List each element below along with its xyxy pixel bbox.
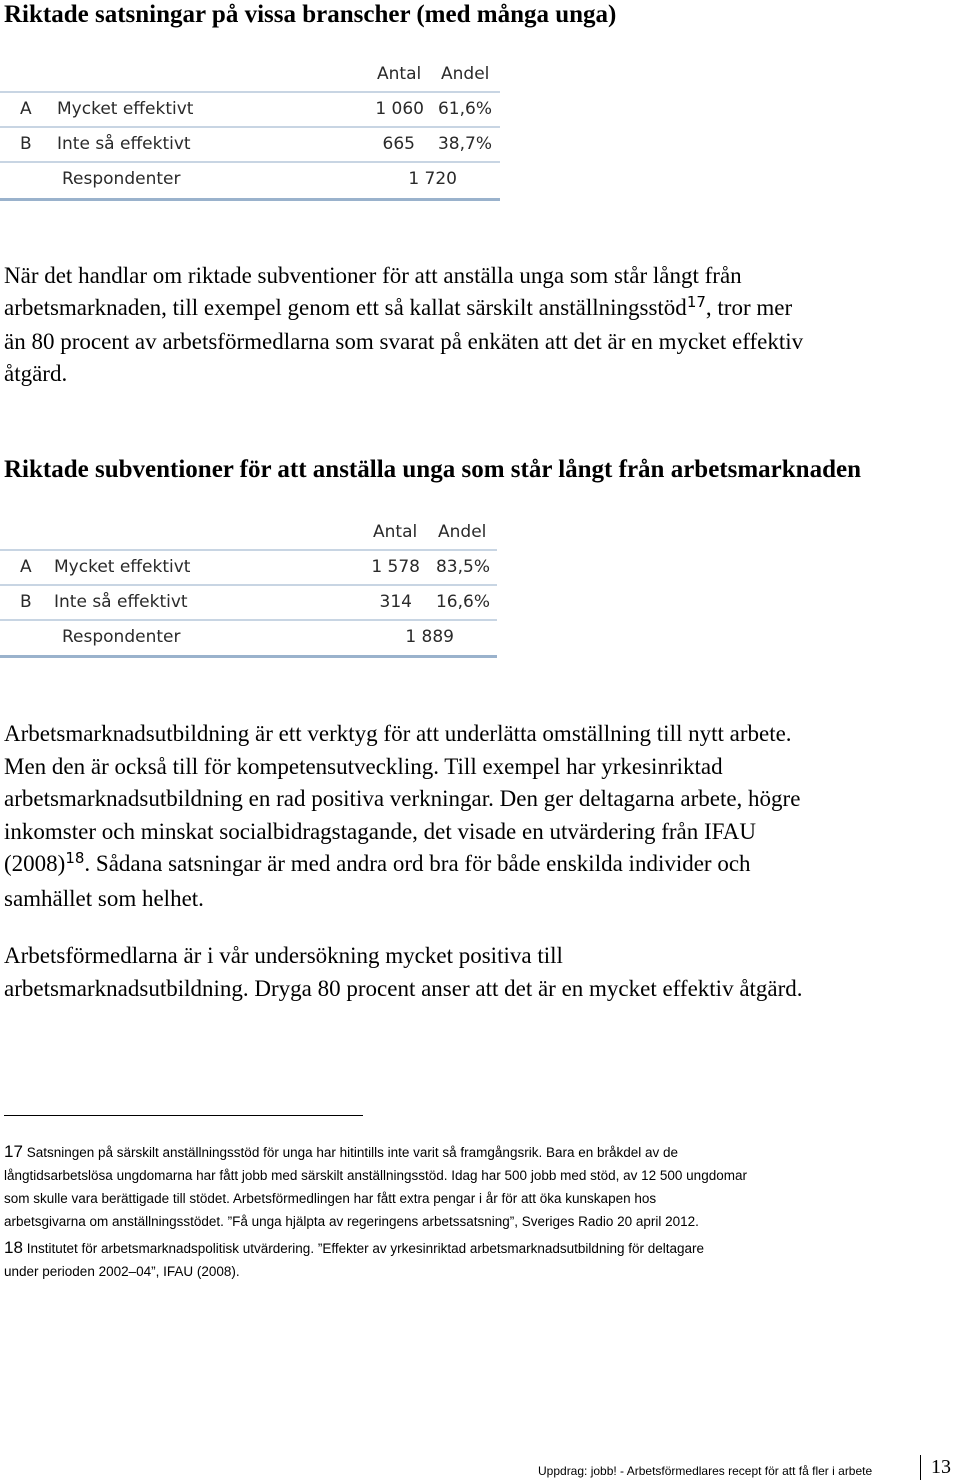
total-value: 1 889 <box>405 627 454 647</box>
total-label: Respondenter <box>62 169 181 189</box>
footnote-separator <box>4 1115 363 1116</box>
text-line: åtgärd. <box>4 361 68 386</box>
text-span: , tror mer <box>705 295 793 320</box>
table-total-row <box>0 162 500 196</box>
text-line: samhället som helhet. <box>4 885 204 911</box>
row-antal: 1 578 <box>371 557 420 577</box>
text-line <box>4 292 803 326</box>
table-bottom-rule <box>0 198 500 201</box>
row-antal: 314 <box>379 592 412 612</box>
row-label: Mycket effektivt <box>57 99 194 119</box>
footnote-line: arbetsgivarna om anställningsstödet. ”Få unga hjälpta av regeringens arbetssatsning”, Sveriges Radio 20 april 2012. <box>4 1214 699 1229</box>
row-label: Inte så effektivt <box>54 592 188 612</box>
text-span: arbetsmarknaden, till exempel genom ett så kallat särskilt anställningsstöd <box>4 295 687 320</box>
row-andel: 38,7% <box>437 134 492 154</box>
row-andel: 61,6% <box>437 99 492 119</box>
table-row <box>0 585 497 619</box>
text-span: . Sådana satsningar är med andra ord bra för både enskilda individer och <box>84 851 751 876</box>
row-label: Mycket effektivt <box>54 557 191 577</box>
footnote-18 <box>4 1236 704 1283</box>
text-line: än 80 procent av arbetsförmedlarna som svarat på enkäten att det är en mycket effektiv <box>4 329 804 354</box>
body-paragraph-3 <box>4 940 803 1005</box>
row-letter: A <box>20 557 32 577</box>
results-table-1 <box>0 57 500 207</box>
table-row <box>0 92 500 126</box>
footnote-line: som skulle vara berättigade till stödet. Arbetsförmedlingen har fått extra pengar i år för att öka kunskapen hos <box>4 1191 657 1206</box>
row-andel: 83,5% <box>435 557 490 577</box>
text-span: (2008) <box>4 851 66 876</box>
body-paragraph-1 <box>4 260 803 390</box>
footnote-number: 18 <box>4 1238 23 1257</box>
text-line: Arbetsmarknadsutbildning är ett verktyg för att underlätta omställning till nytt arbete. <box>4 721 792 746</box>
column-header-andel: Andel <box>441 64 490 84</box>
text-line: arbetsmarknadsutbildning. Dryga 80 procent anser att det är en mycket effektiv åtgärd. <box>4 975 803 1001</box>
total-value: 1 720 <box>408 169 457 189</box>
table-row <box>0 550 497 584</box>
results-table-2 <box>0 515 500 665</box>
footnote-text: Institutet för arbetsmarknadspolitisk utvärdering. ”Effekter av yrkesinriktad arbetsmarknadsutbildning för deltagare <box>26 1241 705 1256</box>
text-line: arbetsmarknadsutbildning en rad positiva verkningar. Den ger deltagarna arbete, högre <box>4 786 801 811</box>
row-letter: B <box>20 134 32 154</box>
body-paragraph-2 <box>4 718 800 915</box>
footnote-ref-18: 18 <box>65 849 85 867</box>
table-total-row <box>0 620 497 654</box>
footnote-17 <box>4 1140 747 1233</box>
section-heading-1: Riktade satsningar på vissa branscher (med många unga) <box>4 1 617 28</box>
section-heading-2: Riktade subventioner för att anställa unga som står långt från arbetsmarknaden <box>4 456 861 483</box>
column-header-antal: Antal <box>373 522 418 542</box>
column-header-antal: Antal <box>377 64 422 84</box>
text-line: Arbetsförmedlarna är i vår undersökning mycket positiva till <box>4 943 563 968</box>
table-header-row <box>0 57 500 91</box>
table-row <box>0 127 500 161</box>
footnote-number: 17 <box>4 1142 23 1161</box>
footnote-line: långtidsarbetslösa ungdomarna har fått jobb med särskilt anställningsstöd. Idag har 500 jobb med stöd, av 12 500 ungdomar <box>4 1168 747 1183</box>
row-andel: 16,6% <box>435 592 490 612</box>
text-line <box>4 848 800 883</box>
row-letter: B <box>20 592 32 612</box>
text-line: inkomster och minskat socialbidragstagande, det visade en utvärdering från IFAU <box>4 818 756 844</box>
text-line: När det handlar om riktade subventioner för att anställa unga som står långt från <box>4 263 742 288</box>
footnote-line <box>4 1236 704 1260</box>
footer-text: Uppdrag: jobb! - Arbetsförmedlares recept för att få fler i arbete <box>538 1464 873 1478</box>
footnote-line <box>4 1140 747 1164</box>
footnote-ref-17: 17 <box>686 293 706 311</box>
row-label: Inte så effektivt <box>57 134 191 154</box>
table-header-row <box>0 515 500 549</box>
row-letter: A <box>20 99 32 119</box>
footnote-text: Satsningen på särskilt anställningsstöd för unga har hitintills inte varit så framgångsrik. Bara en bråkdel av de <box>26 1145 679 1160</box>
row-antal: 665 <box>382 134 415 154</box>
column-header-andel: Andel <box>438 522 487 542</box>
footnote-line: under perioden 2002–04”, IFAU (2008). <box>4 1264 240 1279</box>
text-line: Men den är också till för kompetensutveckling. Till exempel har yrkesinriktad <box>4 753 723 779</box>
footer-divider <box>920 1455 921 1480</box>
page-number: 13 <box>931 1456 951 1478</box>
table-bottom-rule <box>0 655 497 658</box>
row-antal: 1 060 <box>375 99 424 119</box>
total-label: Respondenter <box>62 627 181 647</box>
